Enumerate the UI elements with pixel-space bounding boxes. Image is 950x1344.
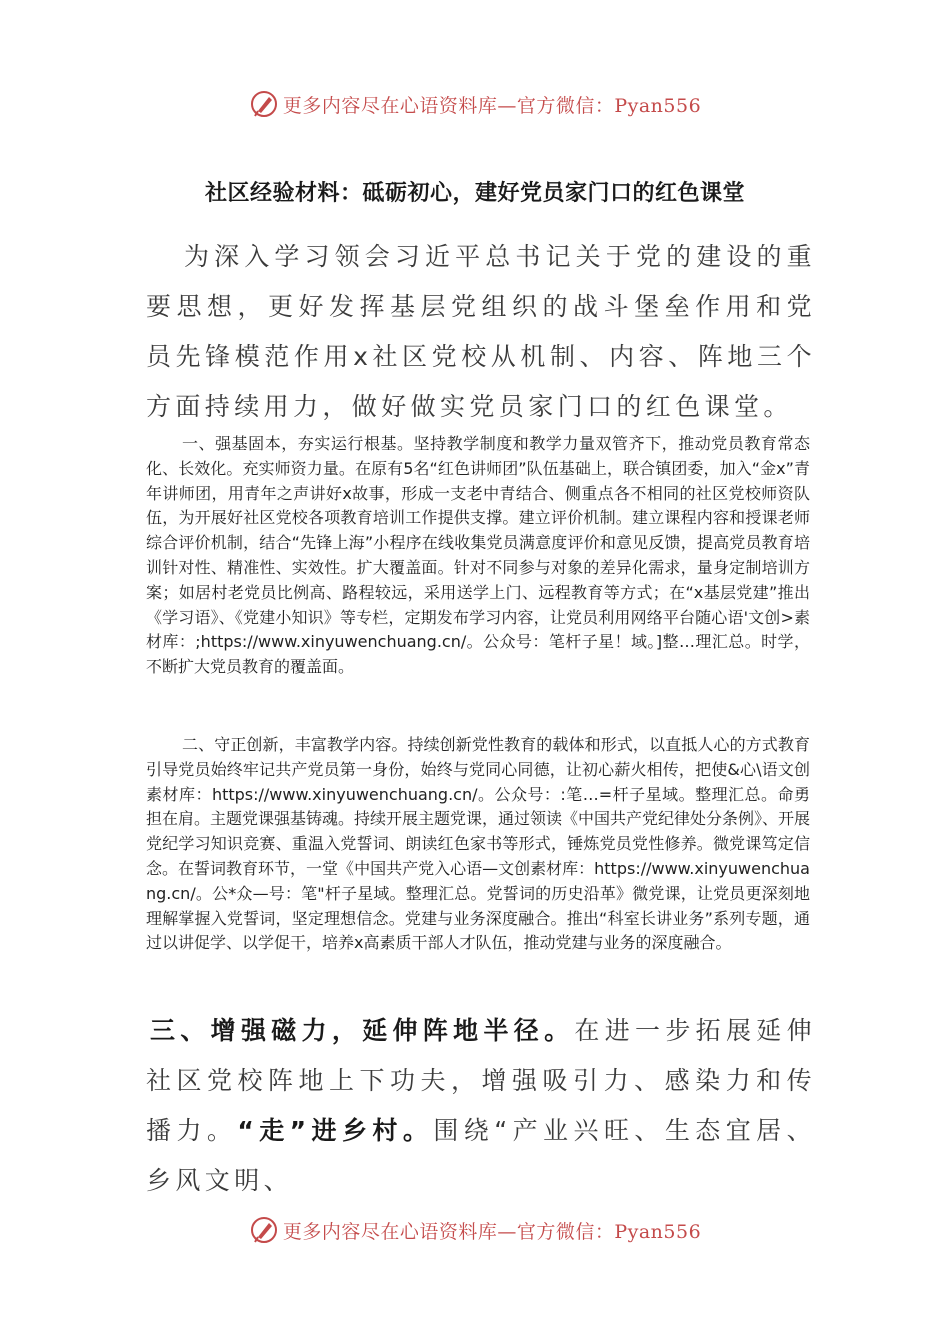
footer-watermark: [0, 1210, 950, 1250]
quill-pen-icon: [249, 1215, 279, 1245]
brand-text: 更多内容尽在心语资料库—官方微信：Pyan556: [282, 1220, 702, 1243]
section-3-heading: 三、增强磁力，延伸阵地半径。: [150, 1016, 575, 1045]
brand-text: 更多内容尽在心语资料库—官方微信：Pyan556: [282, 94, 702, 117]
section-3-sub-body: 围绕“产业兴旺、生态宜居、乡风文明、: [146, 1116, 817, 1195]
intro-paragraph: 为深入学习领会习近平总书记关于党的建设的重要思想，更好发挥基层党组织的战斗堡垒作用和党员先锋模范作用x社区党校从机制、内容、阵地三个方面持续用力，做好做实党员家门口的红色课堂。: [146, 242, 816, 421]
section-1-paragraph: 一、强基固本，夯实运行根基。坚持教学制度和教学力量双管齐下，推动党员教育常态化、长效化。充实师资力量。在原有5名“红色讲师团”队伍基础上，联合镇团委，加入“金x”青年讲师团，用青年之声讲好x故事，形成一支老中青结合、侧重点各不相同的社区党校师资队伍，为开展好社区党校各项教育培训工作提供支撑。建立评价机制。建立课程内容和授课老师综合评价机制，结合“先锋上海”小程序在线收集党员满意度评价和意见反馈，提高党员教育培训针对性、精准性、实效性。扩大覆盖面。针对不同参与对象的差异化需求，量身定制培训方案；如居村老党员比例高、路程较远，采用送学上门、远程教育等方式；在“x基层党建”推出《学习语》、《党建小知识》等专栏，定期发布学习内容，让党员利用网络平台随心语'文创>素材库：;https://www.xinyuwenchuang.cn/。公众号：笔杆子星！域。]整…理汇总。时学，不断扩大党员教育的覆盖面。: [146, 434, 810, 677]
header-watermark: [0, 84, 950, 124]
quill-pen-icon: [249, 89, 279, 119]
section-2-paragraph: 二、守正创新，丰富教学内容。持续创新党性教育的载体和形式，以直抵人心的方式教育引导党员始终牢记共产党员第一身份，始终与党同心同德，让初心薪火相传，把使&心\语文创素材库：https://www.xinyuwenchuang.cn/。公众号：:笔…=杆子星域。整理汇总。命勇担在肩。主题党课强基铸魂。持续开展主题党课，通过领读《中国共产党纪律处分条例》、开展党纪学习知识竞赛、重温入党誓词、朗读红色家书等形式，锤炼党员党性修养。微党课笃定信念。在誓词教育环节，一堂《中国共产党入心语—文创素材库：https://www.xinyuwenchuang.cn/。公*众—号：笔"杆子星域。整理汇总。党誓词的历史沿革》微党课，让党员更深刻地理解掌握入党誓词，坚定理想信念。党建与业务深度融合。推出“科室长讲业务”系列专题，通过以讲促学、以学促干，培养x高素质干部人才队伍，推动党建与业务的深度融合。: [146, 735, 811, 953]
section-3-sub-heading: “走”进乡村。: [237, 1116, 434, 1145]
section-3-paragraph: [146, 1006, 816, 1206]
document-title: 社区经验材料：砥砺初心，建好党员家门口的红色课堂: [204, 181, 745, 206]
section-3-body: 在进一步拓展延伸社区党校阵地上下功夫，增强吸引力、感染力和传播力。: [146, 1016, 817, 1145]
